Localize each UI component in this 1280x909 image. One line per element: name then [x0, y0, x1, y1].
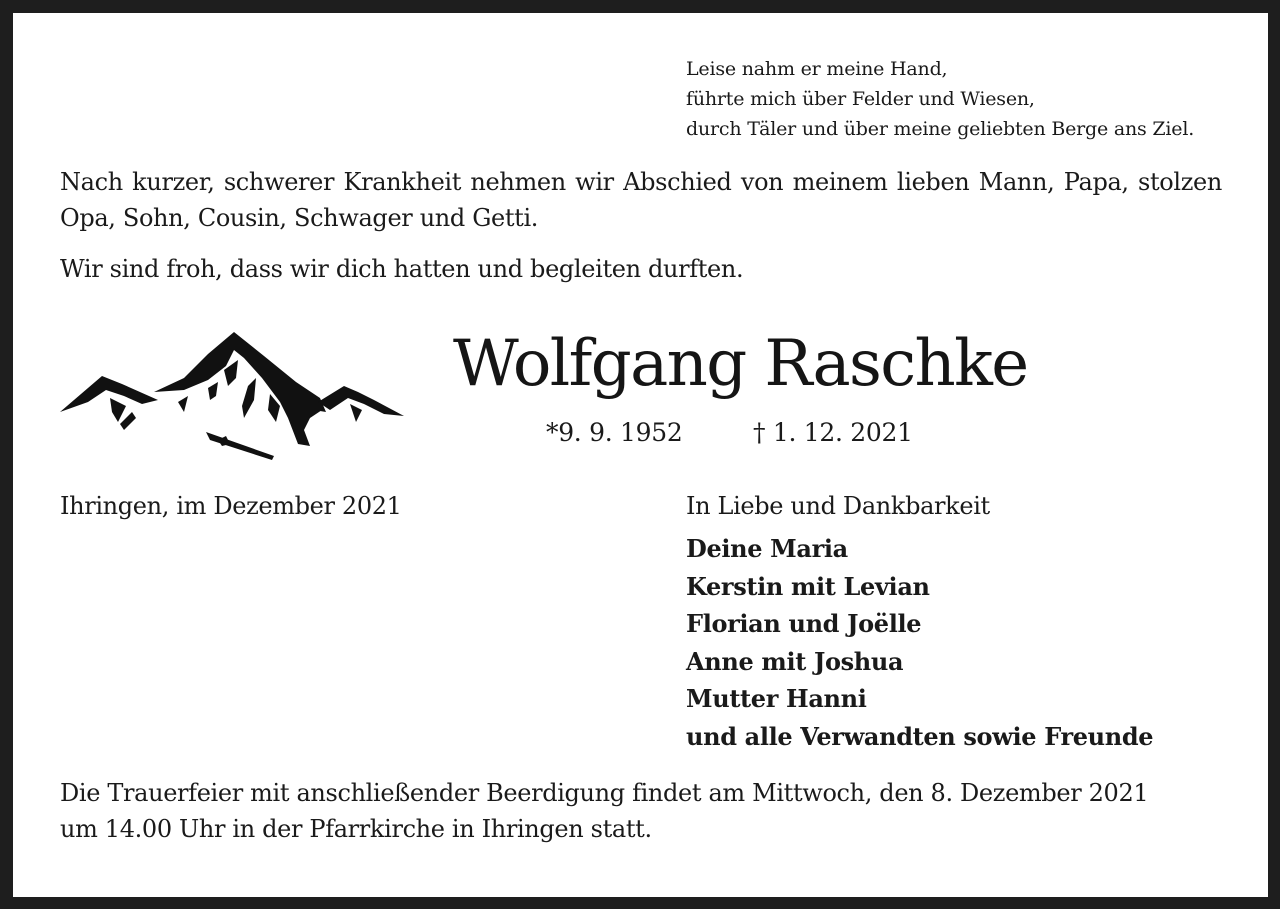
- family-member: Deine Maria: [686, 534, 848, 563]
- family-lead: In Liebe und Dankbarkeit: [686, 492, 990, 520]
- death-date: † 1. 12. 2021: [753, 418, 913, 447]
- poem-line: Leise nahm er meine Hand,: [686, 58, 948, 80]
- family-signature: [686, 488, 1153, 755]
- birth-date: *9. 9. 1952: [546, 418, 683, 447]
- thanks-text: Wir sind froh, dass wir dich hatten und begleiten durften.: [60, 255, 744, 283]
- family-member: Mutter Hanni: [686, 684, 867, 713]
- family-member: Kerstin mit Levian: [686, 571, 930, 601]
- family-member: und alle Verwandten sowie Freunde: [686, 721, 1154, 751]
- poem-line: führte mich über Felder und Wiesen,: [686, 88, 1035, 110]
- funeral-line: Die Trauerfeier mit anschließender Beerdigung findet am Mittwoch, den 8. Dezember 2021: [60, 779, 1149, 807]
- deceased-name: Wolfgang Raschke: [453, 327, 1028, 401]
- funeral-info: [60, 775, 1222, 847]
- poem: [686, 54, 1194, 144]
- mountain-range-icon: [58, 326, 408, 461]
- poem-line: durch Täler und über meine geliebten Berge ans Ziel.: [686, 118, 1195, 140]
- intro-text: Nach kurzer, schwerer Krankheit nehmen wir Abschied von meinem lieben Mann, Papa, stolzen Opa, Sohn, Cousin, Schwager und Getti.: [60, 168, 1222, 232]
- family-member: Florian und Joëlle: [686, 609, 922, 638]
- place-and-date: Ihringen, im Dezember 2021: [60, 492, 402, 520]
- family-member: Anne mit Joshua: [686, 646, 904, 676]
- funeral-line: um 14.00 Uhr in der Pfarrkirche in Ihringen statt.: [60, 815, 652, 843]
